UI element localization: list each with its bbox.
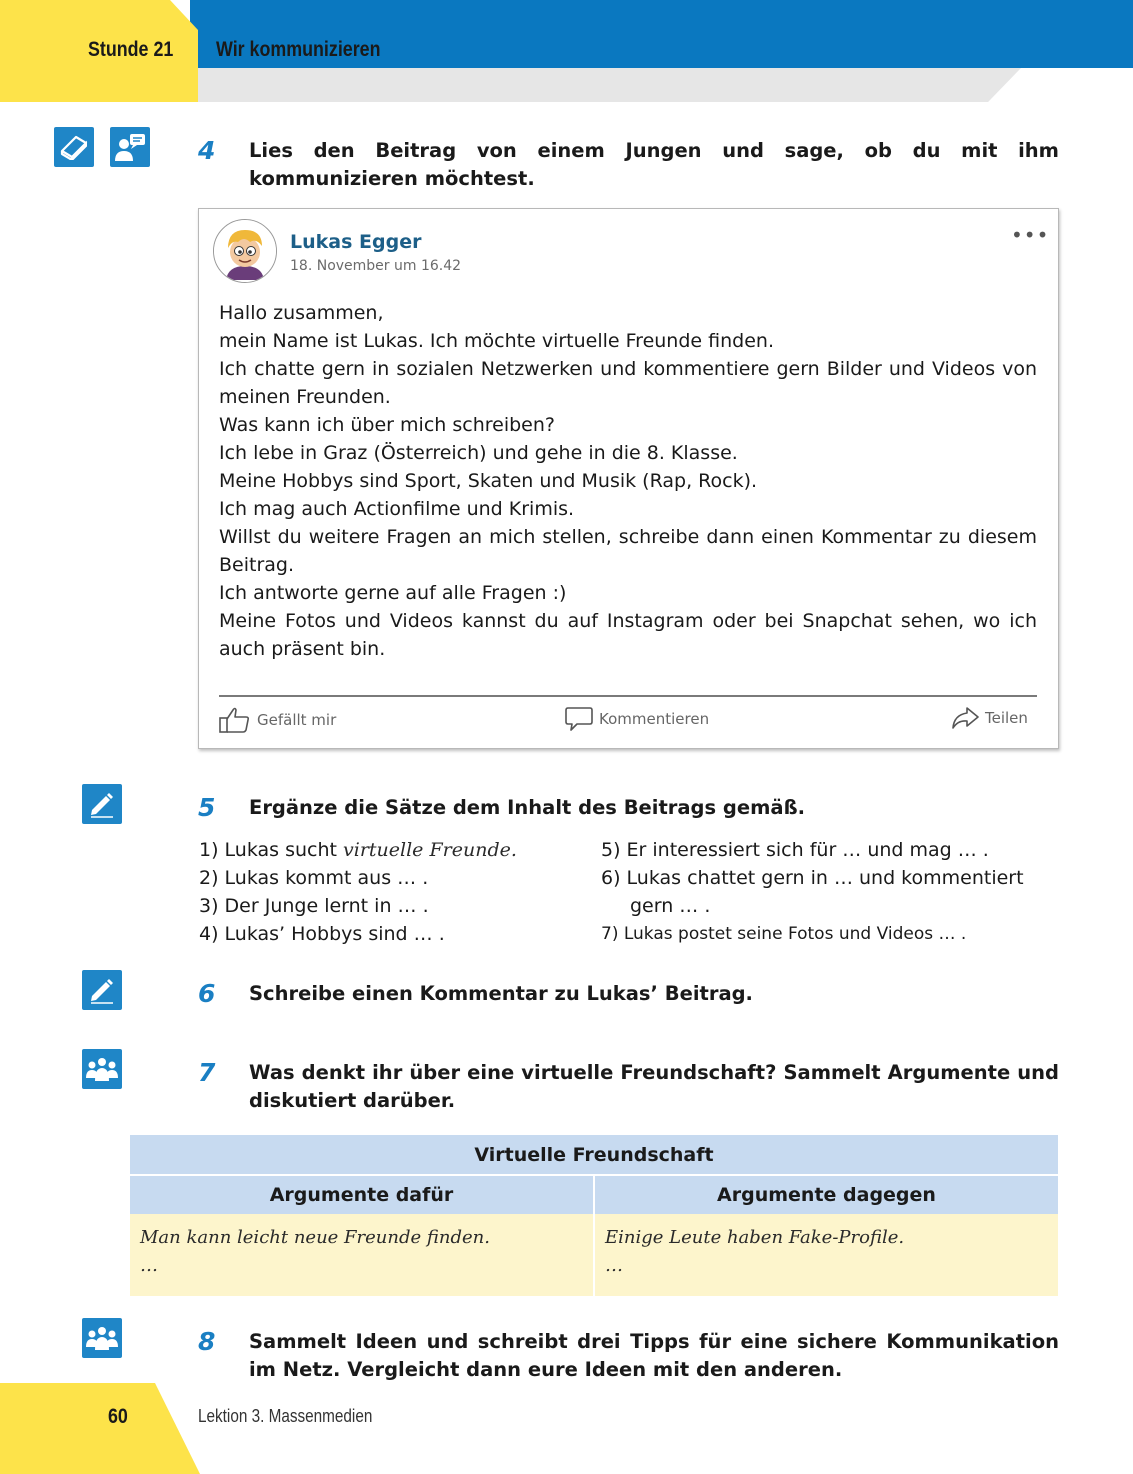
list-item [199, 836, 517, 864]
pro-ellipsis: … [140, 1255, 158, 1276]
share-arrow-icon [951, 706, 979, 730]
task-8-heading: Sammelt Ideen und schreibt drei Tipps für eine sichere Kommunikation im Netz. Vergleicht dann eure Ideen mit den anderen. [249, 1330, 1059, 1381]
footer-lesson: Lektion 3. Massenmedien [198, 1406, 373, 1426]
avatar [213, 219, 277, 283]
task-number-6: 6 [198, 979, 216, 1008]
comment-bubble-icon [565, 706, 593, 732]
post-line: Ich mag auch Actionfilme und Krimis. [219, 498, 575, 520]
share-label: Teilen [985, 709, 1028, 727]
lesson-label: Stunde 21 [88, 38, 174, 61]
post-timestamp: 18. November um 16.42 [290, 258, 462, 274]
comment-label: Kommentieren [599, 710, 710, 728]
social-post-card [198, 208, 1059, 749]
post-line: Ich antworte gerne auf alle Fragen :) [219, 582, 567, 604]
task-number-8: 8 [198, 1327, 216, 1356]
list-item: 3) Der Junge lernt in … . [199, 895, 429, 917]
arguments-table [130, 1135, 1058, 1296]
column-header-pro: Argumente dafür [130, 1175, 594, 1214]
task-4-heading: Lies den Beitrag von einem Jungen und sage, ob du mit ihm kommunizieren möchtest. [249, 139, 1059, 190]
post-line: Willst du weitere Fragen an mich stellen, schreibe dann einen Kommentar zu diesem Beitrag. [219, 526, 1037, 576]
con-ellipsis: … [605, 1255, 623, 1276]
list-item-text: 1) Lukas sucht [199, 839, 344, 861]
task-5-heading: Ergänze die Sätze dem Inhalt des Beitrags gemäß. [249, 796, 806, 819]
post-author[interactable]: Lukas Egger [290, 231, 422, 253]
post-divider [219, 695, 1037, 697]
pro-argument: Man kann leicht neue Freunde finden. [140, 1227, 490, 1248]
task-number-5: 5 [198, 793, 216, 822]
post-line: Was kann ich über mich schreiben? [219, 414, 555, 436]
group-icon [82, 1049, 122, 1089]
more-options-icon[interactable]: ••• [1011, 223, 1050, 247]
list-item: 2) Lukas kommt aus … . [199, 867, 429, 889]
post-line: Ich chatte gern in sozialen Netzwerken und kommentiere gern Bilder und Videos von meinen Freunden. [219, 358, 1037, 408]
task-6-heading: Schreibe einen Kommentar zu Lukas’ Beitrag. [249, 982, 753, 1005]
like-label: Gefällt mir [257, 711, 337, 729]
pro-cell[interactable] [130, 1214, 594, 1296]
con-argument: Einige Leute haben Fake-Profile. [605, 1227, 905, 1248]
page-number: 60 [108, 1405, 128, 1428]
header-subbar [198, 68, 1021, 102]
page-title: Wir kommunizieren [216, 38, 381, 61]
column-header-con: Argumente dagegen [594, 1175, 1058, 1214]
post-line: Ich lebe in Graz (Österreich) und gehe in die 8. Klasse. [219, 442, 738, 464]
footer-page-tab [0, 1383, 200, 1474]
task-number-7: 7 [198, 1058, 216, 1087]
task-5-list-left [199, 836, 517, 948]
pencil-icon [82, 970, 122, 1010]
table-title: Virtuelle Freundschaft [130, 1135, 1058, 1175]
task-5-list-right [601, 836, 1060, 948]
post-line: Meine Fotos und Videos kannst du auf Instagram oder bei Snapchat sehen, wo ich auch präsent bin. [219, 610, 1037, 660]
book-icon [54, 127, 94, 167]
post-text [219, 299, 1037, 663]
group-icon [82, 1318, 122, 1358]
con-cell[interactable] [594, 1214, 1058, 1296]
post-line: Meine Hobbys sind Sport, Skaten und Musik (Rap, Rock). [219, 470, 758, 492]
handwritten-answer: virtuelle Freunde. [343, 839, 517, 861]
list-item: 6) Lukas chattet gern in … und kommentiert [601, 867, 1024, 889]
comment-button[interactable] [565, 706, 709, 732]
list-item: 5) Er interessiert sich für … und mag … . [601, 839, 989, 861]
list-item: 4) Lukas’ Hobbys sind … . [199, 923, 445, 945]
list-item: gern … . [630, 895, 711, 917]
pencil-icon [82, 784, 122, 824]
task-7-heading: Was denkt ihr über eine virtuelle Freundschaft? Sammelt Argumente und diskutiert darüber. [249, 1061, 1059, 1112]
speaker-icon [110, 127, 150, 167]
post-line: mein Name ist Lukas. Ich möchte virtuelle Freunde finden. [219, 330, 774, 352]
thumbs-up-icon [219, 706, 251, 734]
task-number-4: 4 [198, 136, 216, 165]
list-item: 7) Lukas postet seine Fotos und Videos … . [601, 924, 967, 944]
share-button[interactable] [951, 706, 1028, 730]
like-button[interactable] [219, 706, 336, 734]
post-line: Hallo zusammen, [219, 302, 384, 324]
